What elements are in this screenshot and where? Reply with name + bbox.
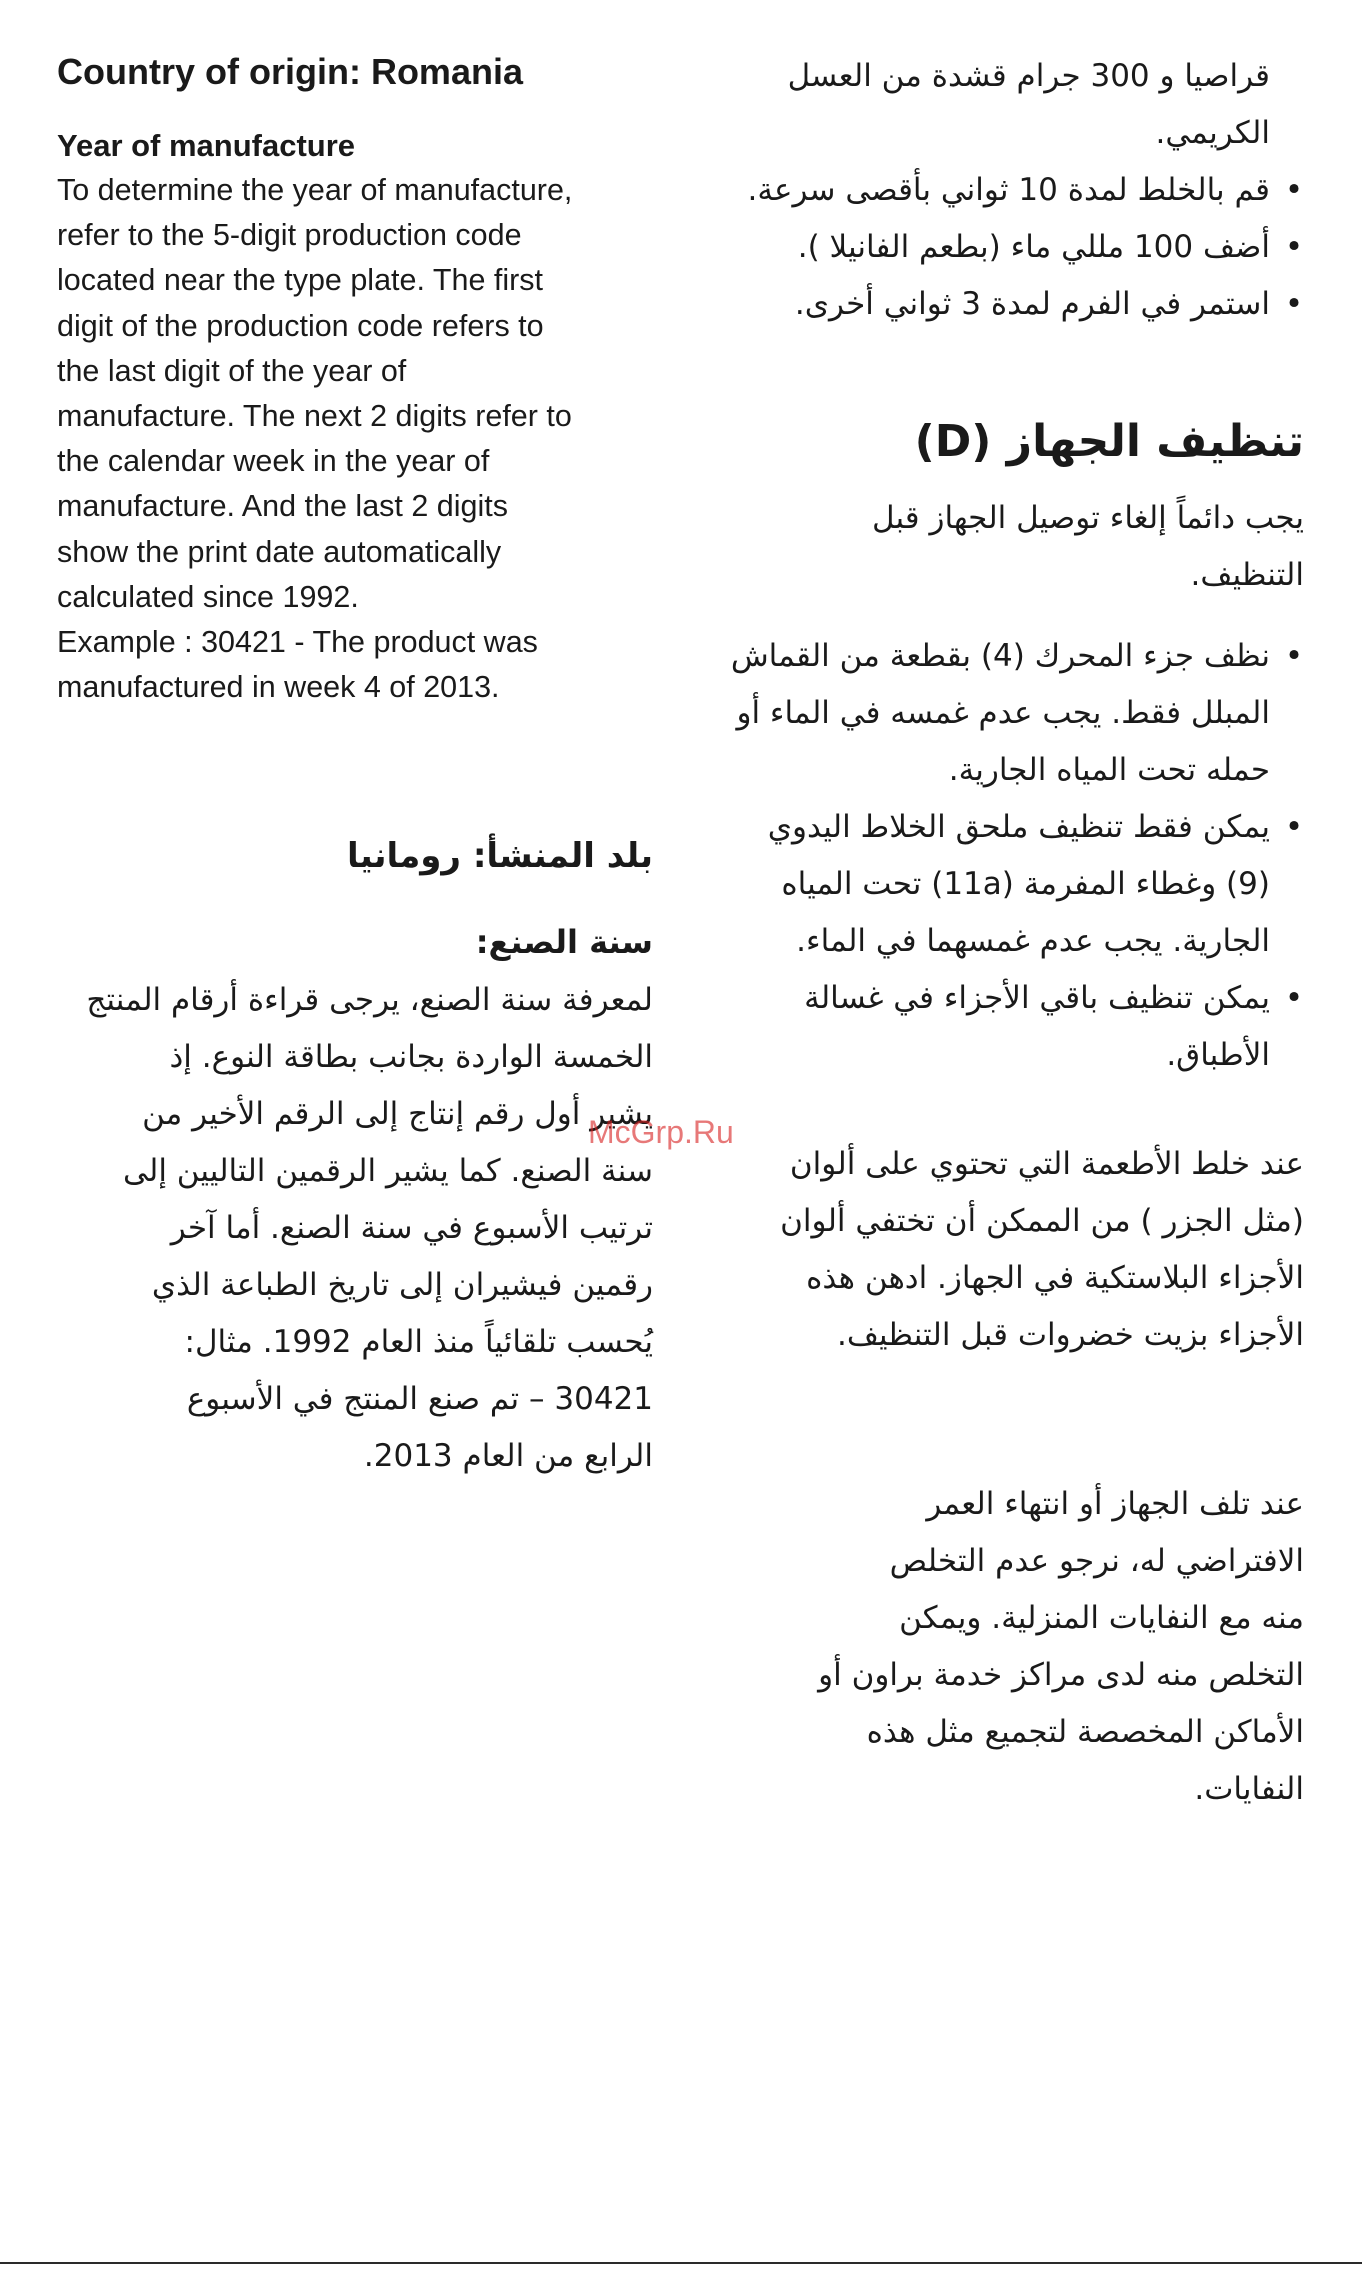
text-line: عند تلف الجهاز أو انتهاء العمر — [926, 1486, 1304, 1522]
bottom-divider — [0, 2262, 1362, 2264]
list-item: • استمر في الفرم لمدة 3 ثواني أخرى. — [700, 276, 1304, 333]
bullet-icon: • — [1284, 229, 1304, 265]
cleaning-heading-letter: (D) — [914, 416, 992, 467]
bullet-icon: • — [1284, 638, 1304, 674]
text-line: digit of the production code refers to — [57, 308, 544, 343]
bullet-icon: • — [1284, 172, 1304, 208]
disposal-note — [700, 1476, 1304, 1818]
text-line: الكريمي. — [1155, 115, 1270, 151]
color-stain-note — [700, 1136, 1304, 1364]
year-of-manufacture-text — [57, 168, 657, 710]
country-of-origin-title-ar: بلد المنشأ: رومانيا — [347, 836, 653, 876]
list-item — [700, 970, 1304, 1084]
text-line: منه مع النفايات المنزلية. ويمكن — [899, 1600, 1304, 1636]
year-of-manufacture-text-ar — [57, 972, 653, 1485]
recipe-steps-list — [700, 162, 1304, 333]
watermark-text: McGrp.Ru — [588, 1114, 734, 1150]
text-line: نظف جزء المحرك (4) بقطعة من القماش — [730, 638, 1270, 674]
text-line: سنة الصنع. كما يشير الرقمين التاليين إلى — [123, 1153, 653, 1189]
bullet-icon: • — [1284, 286, 1304, 322]
text-line: الجارية. يجب عدم غمسهما في الماء. — [796, 923, 1270, 959]
cleaning-heading — [700, 410, 1304, 474]
country-of-origin-title: Country of origin: Romania — [57, 51, 523, 92]
text-line: manufactured in week 4 of 2013. — [57, 670, 500, 705]
bullet-icon: • — [1284, 809, 1304, 845]
text-line: (مثل الجزر ) من الممكن أن تختفي ألوان — [780, 1203, 1304, 1239]
recipe-intro — [666, 48, 1304, 162]
text-line: قراصيا و 300 جرام قشدة من العسل — [787, 58, 1270, 94]
text-line: الأطباق. — [1166, 1037, 1270, 1073]
text-line: يجب دائماً إلغاء توصيل الجهاز قبل — [871, 500, 1304, 536]
unplug-warning — [700, 490, 1304, 604]
text-line: ترتيب الأسبوع في سنة الصنع. أما آخر — [170, 1210, 653, 1246]
bullet-icon: • — [1284, 980, 1304, 1016]
text-line: الأجزاء بزيت خضروات قبل التنظيف. — [836, 1317, 1304, 1353]
text-line: الافتراضي له، نرجو عدم التخلص — [889, 1543, 1304, 1579]
text-line: 30421 – تم صنع المنتج في الأسبوع — [186, 1381, 653, 1417]
text-line: the calendar week in the year of — [57, 444, 490, 479]
text-line: لمعرفة سنة الصنع، يرجى قراءة أرقام المنتج — [86, 982, 653, 1018]
list-item: • أضف 100 مللي ماء (بطعم الفانيلا ). — [700, 219, 1304, 276]
text-line: located near the type plate. The first — [57, 263, 544, 298]
list-item — [700, 628, 1304, 799]
text-line: Example : 30421 - The product was — [57, 625, 538, 660]
text-line: الأماكن المخصصة لتجميع مثل هذه — [866, 1714, 1304, 1750]
text-line: عند خلط الأطعمة التي تحتوي على ألوان — [789, 1146, 1304, 1182]
text-line: manufacture. The next 2 digits refer to — [57, 399, 572, 434]
text-line: التنظيف. — [1190, 557, 1304, 593]
list-item — [700, 799, 1304, 970]
cleaning-instructions-list — [700, 628, 1304, 1084]
text-line: حمله تحت المياه الجارية. — [948, 752, 1270, 788]
text-line: show the print date automatically — [57, 534, 502, 569]
text-line: الخمسة الواردة بجانب بطاقة النوع. إذ — [169, 1039, 653, 1075]
text-line: التخلص منه لدى مراكز خدمة براون أو — [818, 1657, 1304, 1693]
cleaning-heading-text: تنظيف الجهاز — [1006, 416, 1304, 467]
text-line: يُحسب تلقائياً منذ العام 1992. مثال: — [184, 1324, 653, 1360]
text-line: (9) وغطاء المفرمة (11a) تحت المياه — [781, 866, 1270, 902]
text-line: المبلل فقط. يجب عدم غمسه في الماء أو — [736, 695, 1270, 731]
text-line: رقمين فيشيران إلى تاريخ الطباعة الذي — [151, 1267, 653, 1303]
text-line: To determine the year of manufacture, — [57, 173, 573, 207]
year-of-manufacture-subtitle: Year of manufacture — [57, 128, 356, 163]
text-line: الأجزاء البلاستكية في الجهاز. ادهن هذه — [806, 1260, 1304, 1296]
text-line: الرابع من العام 2013. — [363, 1438, 653, 1474]
text-line: the last digit of the year of — [57, 353, 407, 388]
text-line: يمكن تنظيف باقي الأجزاء في غسالة — [804, 980, 1270, 1016]
text-line: refer to the 5-digit production code — [57, 218, 522, 253]
year-of-manufacture-subtitle-ar: سنة الصنع: — [475, 923, 653, 961]
list-item: • قم بالخلط لمدة 10 ثواني بأقصى سرعة. — [700, 162, 1304, 219]
text-line: يمكن فقط تنظيف ملحق الخلاط اليدوي — [767, 809, 1270, 845]
text-line: النفايات. — [1194, 1771, 1304, 1807]
text-line: يشير أول رقم إنتاج إلى الرقم الأخير من — [142, 1096, 653, 1132]
text-line: calculated since 1992. — [57, 579, 359, 614]
text-line: manufacture. And the last 2 digits — [57, 489, 508, 524]
